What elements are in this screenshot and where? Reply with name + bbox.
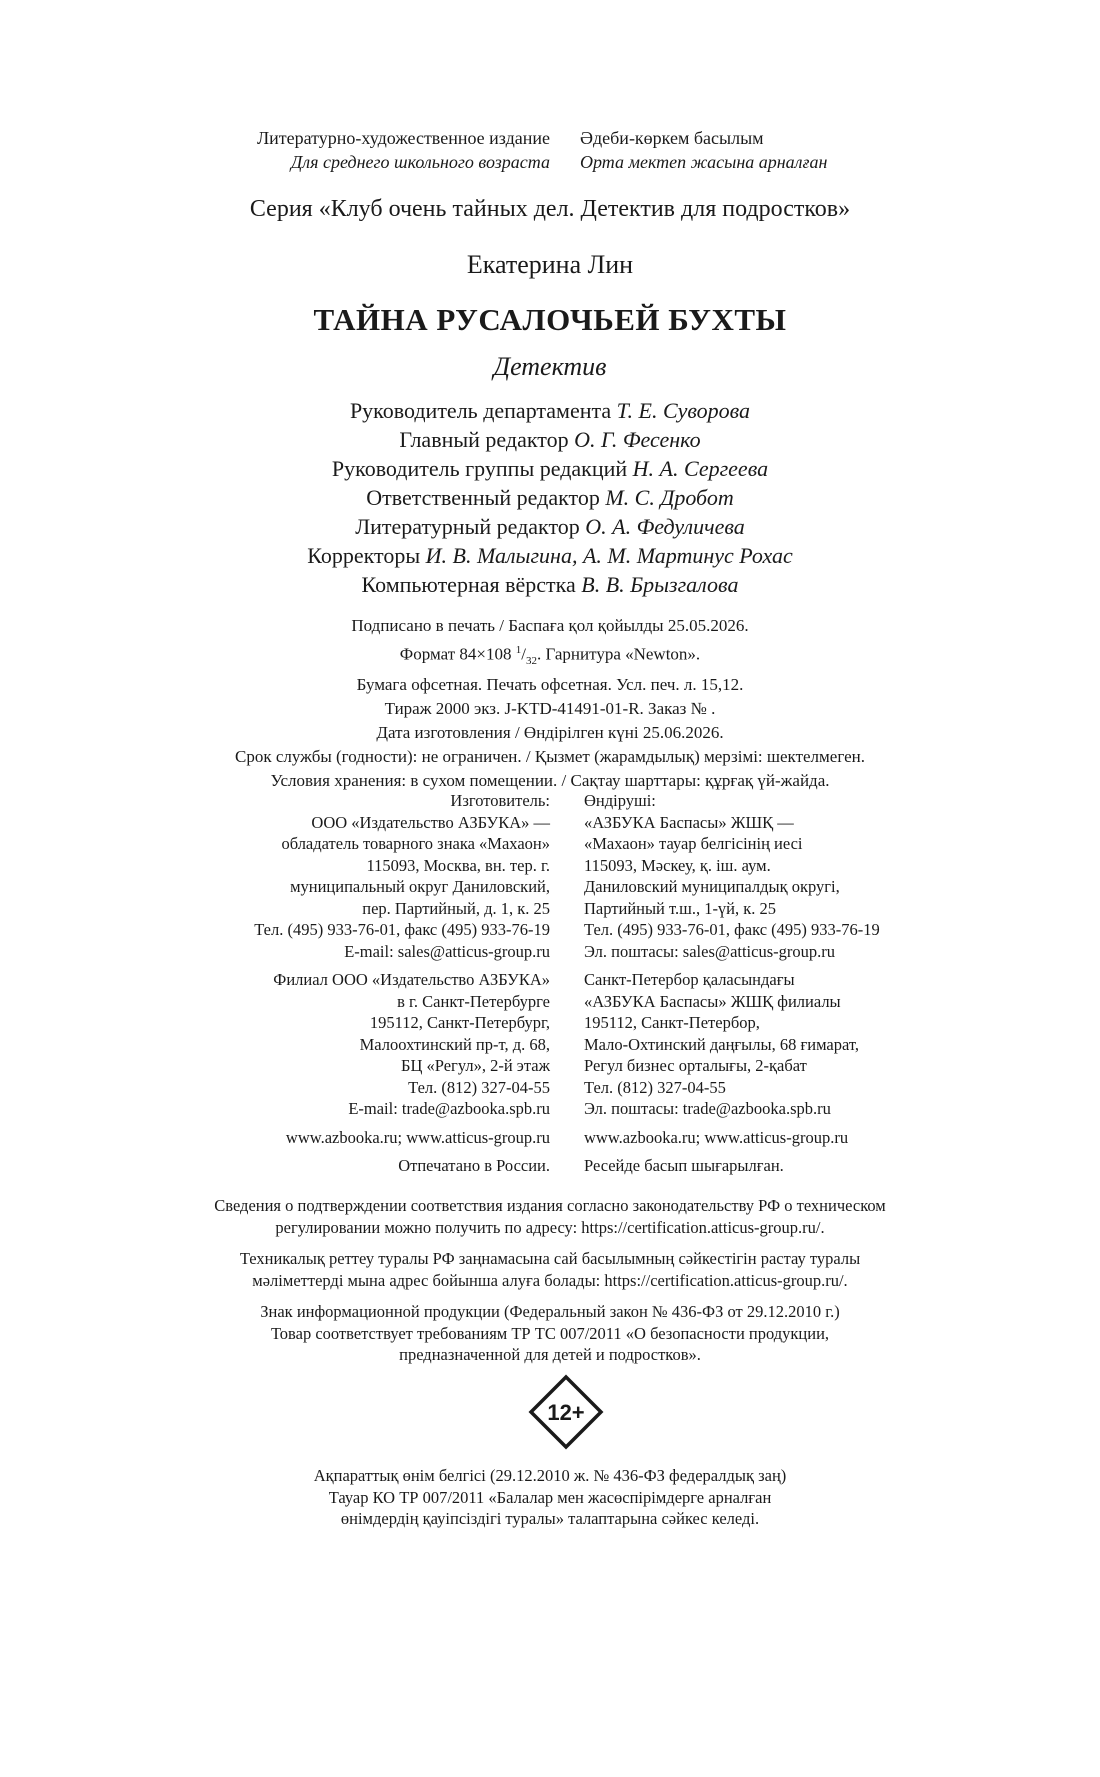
manufacture-date: Дата изготовления / Өндірілген күні 25.06.2026.	[376, 723, 724, 743]
credit-line: Руководитель департамента Т. Е. Суворова	[349, 398, 751, 423]
certification-notice-ru: Сведения о подтверждении соответствия издания согласно законодательству РФ о техническом регулировании можно получить по адресу: https://certification.atticus-group.ru/.	[214, 1196, 886, 1237]
header-right	[580, 126, 827, 174]
print-run-line: Тираж 2000 экз. J-KTD-41491-01-R. Заказ № .	[384, 699, 716, 719]
format-line: Формат 84×108 $^1/_{32}$. Гарнитура «Newton».	[399, 644, 701, 668]
credit-line: Главный редактор О. Г. Фесенко	[399, 427, 701, 452]
edition-type-ru: Литературно-художественное издание	[256, 128, 550, 148]
branch-line: 195112, Санкт-Петербург,	[369, 1013, 550, 1032]
info-product-sign-kz: Ақпараттық өнім белгісі (29.12.2010 ж. № 436-ФЗ федералдық заң) Тауар КО ТР 007/2011 «Балалар мен жасөспірімдерге арналған өнімдердің қауіпсіздігі туралы» талаптарына сәйкес келеді.	[313, 1466, 787, 1528]
branch-line: Мало-Охтинский даңғылы, 68 ғимарат,	[584, 1034, 859, 1054]
publisher-phone: Тел. (495) 933-76-01, факс (495) 933-76-19	[254, 920, 550, 939]
branch-email: Эл. поштасы: trade@azbooka.spb.ru	[584, 1099, 831, 1118]
age-rating-icon	[528, 1374, 604, 1450]
publisher-line: Партийный т.ш., 1-үй, к. 25	[584, 898, 777, 918]
publisher-line: 115093, Мәскеу, қ. іш. аум.	[584, 855, 771, 875]
branch-line: Санкт-Петербор қаласындағы	[584, 970, 795, 989]
website-links: www.azbooka.ru; www.atticus-group.ru	[285, 1127, 550, 1147]
branch-email: E-mail: trade@azbooka.spb.ru	[348, 1099, 550, 1118]
publisher-email: E-mail: sales@atticus-group.ru	[344, 941, 550, 961]
age-group-kz: Орта мектеп жасына арналған	[580, 152, 828, 172]
age-group-ru: Для среднего школьного возраста	[290, 152, 550, 172]
branch-line: 195112, Санкт-Петербор,	[584, 1013, 760, 1032]
branch-line: в г. Санкт-Петербурге	[397, 991, 550, 1011]
publisher-line: пер. Партийный, д. 1, к. 25	[362, 898, 550, 918]
credits-block	[0, 396, 1100, 599]
publisher-info-kz	[584, 790, 880, 1177]
website-links: www.azbooka.ru; www.atticus-group.ru	[584, 1127, 849, 1147]
signed-date: Подписано в печать / Баспаға қол қойылды 25.05.2026.	[351, 616, 749, 635]
imprint-details	[0, 614, 1100, 793]
age-rating-label: 12+	[547, 1400, 585, 1425]
series-line: Серия «Клуб очень тайных дел. Детектив для подростков»	[249, 196, 851, 222]
credit-line: Руководитель группы редакций Н. А. Сергеева	[331, 456, 769, 481]
certification-notice-kz: Техникалық реттеу туралы РФ заңнамасына сай басылымның сәйкестігін растау туралы мәліметтерді мына адрес бойынша алуға болады: https://certification.atticus-group.ru/.	[239, 1249, 861, 1290]
publisher-line: Изготовитель:	[450, 791, 550, 810]
publisher-line: муниципальный округ Даниловский,	[290, 877, 550, 896]
credit-line: Корректоры И. В. Малыгина, А. М. Мартинус Рохас	[307, 543, 793, 568]
publisher-line: 115093, Москва, вн. тер. г.	[366, 855, 550, 875]
printed-in: Отпечатано в России.	[398, 1156, 550, 1175]
service-life: Срок службы (годности): не ограничен. / Қызмет (жарамдылық) мерзімі: шектелмеген.	[235, 747, 865, 767]
header-left	[257, 126, 550, 174]
branch-line: БЦ «Регул», 2-й этаж	[401, 1056, 550, 1075]
storage-conditions: Условия хранения: в сухом помещении. / Сақтау шарттары: құрғақ үй-жайда.	[270, 771, 830, 791]
edition-type-kz: Әдеби-көркем басылым	[580, 128, 764, 148]
branch-phone: Тел. (812) 327-04-55	[408, 1077, 550, 1097]
book-title: ТАЙНА РУСАЛОЧЬЕЙ БУХТЫ	[313, 302, 787, 337]
author-name: Екатерина Лин	[466, 250, 634, 279]
publisher-line: «АЗБУКА Баспасы» ЖШҚ —	[584, 812, 794, 832]
publisher-line: Өндіруші:	[584, 791, 656, 810]
credit-line: Компьютерная вёрстка В. В. Брызгалова	[361, 572, 739, 597]
publisher-line: «Махаон» тауар белгісінің иесі	[584, 834, 803, 853]
genre: Детектив	[493, 352, 607, 381]
credit-line: Литературный редактор О. А. Федуличева	[355, 514, 745, 539]
publisher-line: обладатель товарного знака «Махаон»	[281, 834, 550, 853]
info-product-sign-ru: Знак информационной продукции (Федеральный закон № 436-ФЗ от 29.12.2010 г.) Товар соответствует требованиям ТР ТС 007/2011 «О безопасности продукции, предназначенной для детей и подростков».	[260, 1302, 840, 1364]
credit-line: Ответственный редактор М. С. Дробот	[366, 485, 734, 510]
paper-line: Бумага офсетная. Печать офсетная. Усл. печ. л. 15,12.	[356, 675, 744, 695]
publisher-info-ru	[254, 790, 550, 1177]
publisher-email: Эл. поштасы: sales@atticus-group.ru	[584, 941, 835, 961]
branch-line: Малоохтинский пр-т, д. 68,	[359, 1034, 550, 1054]
publisher-line: Даниловский муниципалдық округі,	[584, 877, 840, 896]
branch-line: Регул бизнес орталығы, 2-қабат	[584, 1056, 807, 1075]
publisher-line: ООО «Издательство АЗБУКА» —	[311, 812, 550, 832]
publisher-phone: Тел. (495) 933-76-01, факс (495) 933-76-19	[584, 920, 880, 939]
printed-in: Ресейде басып шығарылған.	[584, 1156, 784, 1175]
branch-phone: Тел. (812) 327-04-55	[584, 1077, 726, 1097]
branch-line: «АЗБУКА Баспасы» ЖШҚ филиалы	[584, 991, 841, 1011]
branch-line: Филиал ООО «Издательство АЗБУКА»	[273, 970, 550, 989]
